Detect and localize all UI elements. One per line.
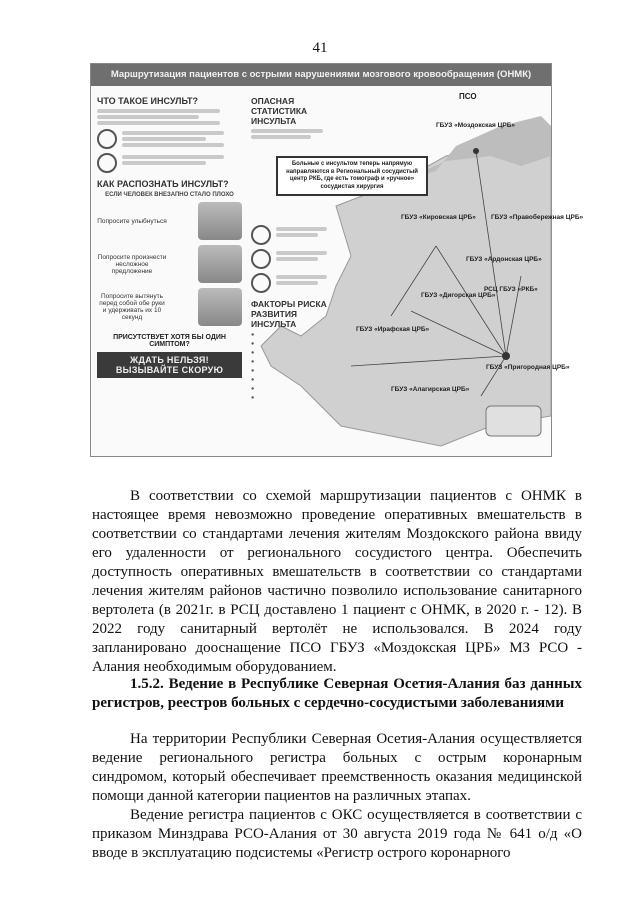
body-paragraph: В соответствии со схемой маршрутизации пациентов с ОНМК в настоящее время невозможно проведение оперативных вмешательств в соответствии со стандартами лечения жителям Моздокского района ввиду его удаленности от регионального сосудистого центра. Обеспечить доступность оперативных вмешательств в соответствии со стандартами лечения жителям районов частично позволило использование санитарного вертолета (в 2021г. в РСЦ доставлено 1 пациент с ОНМК, в 2020 г. - 12). В 2022 году санитарный вертолёт не использовался. В 2024 году запланировано дооснащение ПСО ГБУЗ «Моздокская ЦРБ» МЗ РСО - Алания необходимым оборудованием.	[92, 488, 582, 675]
info-box: Больные с инсультом теперь напрямую направляются в Региональный сосудистый центр РКБ, где есть томограф и «ручное» сосудистая хирургия	[276, 156, 428, 196]
person-icon	[251, 249, 271, 269]
map-label: ГБУЗ «Дигорская ЦРБ»	[421, 292, 496, 299]
map-label: ГБУЗ «Пригородная ЦРБ»	[486, 364, 570, 371]
body-paragraph-block	[92, 487, 582, 677]
brain-icon	[97, 153, 117, 173]
text-placeholder	[97, 109, 220, 113]
person-icon	[251, 273, 271, 293]
risk-factors-heading: ФАКТОРЫ РИСКА РАЗВИТИЯ ИНСУЛЬТА	[251, 299, 327, 329]
face-image	[198, 245, 242, 283]
statistics-heading: ОПАСНАЯ СТАТИСТИКА ИНСУЛЬТА	[251, 96, 308, 126]
routing-poster-figure	[90, 63, 584, 457]
symptom-checks	[97, 202, 242, 326]
symptom-check	[97, 202, 242, 240]
body-paragraph: Ведение регистра пациентов с ОКС осуществляется в соответствии с приказом Минздрава РСО-Алания от 30 августа 2019 года № 641 о/д «О вводе в эксплуатацию подсистемы «Регистр острого коронарного	[92, 807, 582, 861]
map-label: ГБУЗ «Ардонская ЦРБ»	[466, 256, 542, 263]
callout-question: ПРИСУТСТВУЕТ ХОТЯ БЫ ОДИН СИМПТОМ?	[113, 334, 226, 348]
symptom-check-label: Попросите произнести несложное предложение	[97, 253, 167, 275]
pso-marker	[473, 148, 479, 154]
how-to-recognize-heading: КАК РАСПОЗНАТЬ ИНСУЛЬТ?	[97, 179, 229, 189]
face-image	[198, 202, 242, 240]
map-label: ГБУЗ «Моздокская ЦРБ»	[436, 122, 515, 129]
section-text-block	[92, 730, 582, 863]
map-label: ПСО	[459, 92, 477, 101]
map-label: ГБУЗ «Кировская ЦРБ»	[401, 214, 476, 221]
rsc-marker	[502, 352, 510, 360]
symptom-check-label: Попросите улыбнуться	[97, 217, 167, 225]
poster-middle-column	[251, 90, 336, 404]
symptom-check-label: Попросите вытянуть перед собой обе руки и удерживать их 10 секунд	[99, 293, 165, 321]
map-label: РСЦ ГБУЗ «РКБ»	[484, 286, 538, 293]
map-label: ГБУЗ «Правобережная ЦРБ»	[491, 214, 584, 221]
stroke-type-row	[97, 129, 242, 149]
section-heading: 1.5.2. Ведение в Республике Северная Осетия-Алания баз данных регистров, реестров больных с сердечно-сосудистыми заболеваниями	[92, 676, 582, 711]
ambulance-icon	[486, 406, 541, 436]
page-number: 41	[312, 40, 328, 56]
arms-image	[198, 288, 242, 326]
poster-title: Маршрутизация пациентов с острыми нарушениями мозгового кровообращения (ОНМК)	[91, 64, 551, 86]
symptom-check	[97, 288, 242, 326]
map-label: ГБУЗ «Алагирская ЦРБ»	[391, 386, 470, 393]
text-placeholder	[97, 121, 220, 125]
brain-icon	[97, 129, 117, 149]
person-icon	[251, 225, 271, 245]
symptom-check	[97, 245, 242, 283]
call-ambulance-banner: ЖДАТЬ НЕЛЬЗЯ! ВЫЗЫВАЙТЕ СКОРУЮ	[97, 352, 242, 378]
poster-left-column	[97, 90, 242, 450]
body-paragraph: На территории Республики Северная Осетия-Алания осуществляется ведение регионального регистра больных с острым коронарным синдромом, который обеспечивает преемственность оказания медицинской помощи данной категории пациентов на различных этапах.	[92, 731, 582, 804]
stroke-type-row	[97, 153, 242, 173]
what-is-stroke-heading: ЧТО ТАКОЕ ИНСУЛЬТ?	[97, 96, 198, 106]
text-placeholder	[97, 115, 199, 119]
map-label: ГБУЗ «Ирафская ЦРБ»	[356, 326, 430, 333]
subtitle: ЕСЛИ ЧЕЛОВЕК ВНЕЗАПНО СТАЛО ПЛОХО	[105, 192, 234, 198]
